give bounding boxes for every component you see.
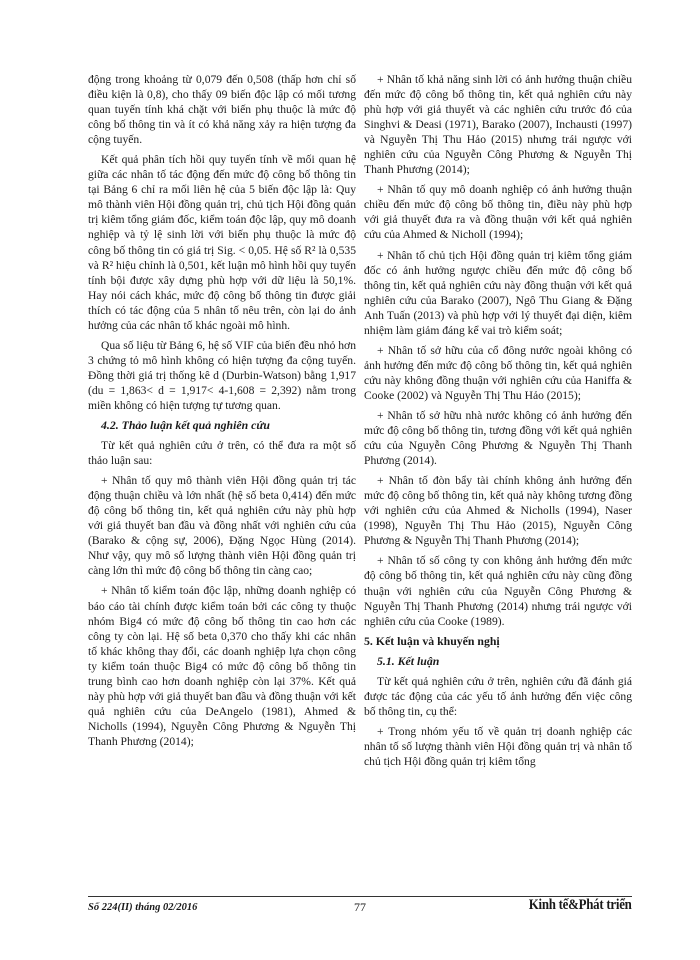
page-footer — [88, 896, 632, 918]
issue-label: Số 224(II) tháng 02/2016 — [88, 902, 198, 913]
paragraph: + Nhân tố quy mô thành viên Hội đồng quản trị tác động thuận chiều và lớn nhất (hệ số beta 0,414) đến mức độ công bố thông tin, kết quả nghiên cứu này phù hợp với giả thuyết ban đầu và đồng nhất với nghiên cứu của (Barako & cộng sự, 2006), Đặng Ngọc Hùng (2014). Như vậy, quy mô số lượng thành viên Hội đồng quản trị càng lớn thì mức độ công bố thông tin càng cao; — [88, 474, 356, 578]
paragraph: + Nhân tố đòn bẩy tài chính không ảnh hưởng đến mức độ công bố thông tin, kết quả này không tương đồng với nghiên cứu của Ahmed & Nicholls (1994), Naser (1998), Nguyễn Thị Thu Hảo (2015), Nguyễn Công Phương & Nguyễn Thị Thanh Phương (2014); — [364, 474, 632, 548]
paragraph: + Nhân tố chủ tịch Hội đồng quản trị kiêm tổng giám đốc có ảnh hưởng ngược chiều đến mức độ công bố thông tin, kết quả nghiên cứu này đồng thuận với kết quả nghiên cứu của Barako (2007), Ngô Thu Giang & Đặng Anh Tuấn (2013) và phù hợp với lý thuyết đại diện, kiêm nhiệm làm giảm đáng kể vai trò kiểm soát; — [364, 248, 632, 337]
paragraph: Qua số liệu từ Bảng 6, hệ số VIF của biến đều nhỏ hơn 3 chứng tỏ mô hình không có hiện tượng đa cộng tuyến. Đồng thời giá trị thống kê d (Durbin-Watson) bằng 1,917 (du = 1,863< d = 1,917< 4-1,608 = 2,392) nằm trong miền không có hiện tượng tự tương quan. — [88, 338, 356, 412]
right-column — [364, 72, 632, 774]
paragraph: + Nhân tố kiểm toán độc lập, những doanh nghiệp có báo cáo tài chính được kiểm toán bởi các công ty thuộc nhóm Big4 có mức độ công bố thông tin cao hơn các công ty còn lại. Hệ số beta 0,370 cho thấy khi các nhân tố khác không thay đổi, các doanh nghiệp lựa chọn công ty kiểm toán thuộc Big4 có mức độ công bố thông tin trung bình cao hơn doanh nghiệp còn lại 37%. Kết quả này phù hợp với giả thuyết ban đầu và đồng thuận với kết quả nghiên cứu của DeAngelo (1981), Ahmed & Nicholls (1994), Nguyễn Công Phương & Nguyễn Thị Thanh Phương (2014); — [88, 584, 356, 748]
paragraph: động trong khoảng từ 0,079 đến 0,508 (thấp hơn chỉ số điều kiện là 0,8), cho thấy 09 biến độc lập có mối tương quan tuyến tính khá chặt với biến phụ thuộc là mức độ công bố thông tin và ít có khả năng xảy ra hiện tượng đa cộng tuyến. — [88, 73, 356, 147]
left-column — [88, 72, 356, 754]
paragraph: + Nhân tố số công ty con không ảnh hưởng đến mức độ công bố thông tin, kết quả nghiên cứu này cũng đồng thuận với nghiên cứu của Nguyễn Công Phương & Nguyễn Thị Thanh Phương (2014) nhưng trái ngược với nghiên cứu của Cooke (1989). — [364, 554, 632, 628]
journal-logo: Kinh tế&Phát triển — [529, 897, 632, 913]
section-heading-5-1: 5.1. Kết luận — [377, 653, 440, 668]
paragraph: + Nhân tố khả năng sinh lời có ảnh hưởng thuận chiều đến mức độ công bố thông tin, kết quả nghiên cứu này phù hợp với giả thuyết và các nghiên cứu trước đó của Singhvi & Deasi (1971), Barako (2007), Inchausti (1997) và Nguyễn Thị Thu Hảo (2015) nhưng trái ngược với nghiên cứu của Nguyễn Công Phương & Nguyễn Thị Thanh Phương (2014); — [364, 73, 632, 177]
section-heading-4-2: 4.2. Thảo luận kết quả nghiên cứu — [101, 418, 270, 433]
section-heading-5: 5. Kết luận và khuyến nghị — [364, 633, 500, 648]
paragraph: Từ kết quả nghiên cứu ở trên, có thể đưa ra một số thảo luận sau: — [88, 439, 356, 468]
paragraph: Từ kết quả nghiên cứu ở trên, nghiên cứu đã đánh giá được tác động của các yếu tố ảnh hưởng đến việc công bố thông tin, cụ thể: — [364, 674, 632, 718]
paragraph: + Nhân tố quy mô doanh nghiệp có ảnh hưởng thuận chiều đến mức độ công bố thông tin, điều này phù hợp với giả thuyết đưa ra và đồng thuận với kết quả nghiên cứu của Ahmed & Nicholl (1994); — [364, 183, 632, 242]
paragraph: Kết quả phân tích hồi quy tuyến tính về mối quan hệ giữa các nhân tố tác động đến mức độ công bố thông tin tại Bảng 6 chỉ ra mối liên hệ của 5 biến độc lập là: Quy mô thành viên Hội đồng quản trị, chủ tịch Hội đồng quản trị kiêm tổng giám đốc, kiểm toán độc lập, quy mô doanh nghiệp và tỷ lệ sinh lời với biến phụ thuộc là mức độ công bố thông tin có giá trị Sig. < 0,05. Hệ số R² là 0,535 và R² hiệu chỉnh là 0,501, kết luận mô hình hồi quy tuyến tính bội được xây dựng phù hợp với dữ liệu là 50,1%. Hay nói cách khác, mức độ công bố thông tin được giải thích có tác động của 5 nhân tố nêu trên, còn lại do ảnh hưởng của các nhân tố khác ngoài mô hình. — [88, 153, 356, 332]
paragraph: + Nhân tố sở hữu của cổ đông nước ngoài không có ảnh hưởng đến mức độ công bố thông tin, kết quả nghiên cứu này không đồng thuận với nghiên cứu của Haniffa & Cooke (2002) và Nguyễn Thị Thu Hảo (2015); — [364, 343, 632, 402]
page-number: 77 — [354, 900, 366, 914]
paragraph: + Nhân tố sở hữu nhà nước không có ảnh hưởng đến mức độ công bố thông tin, tương đồng với kết quả nghiên cứu của Nguyễn Công Phương & Nguyễn Thị Thanh Phương (2014). — [364, 408, 632, 468]
paragraph: + Trong nhóm yếu tố về quản trị doanh nghiệp các nhân tố số lượng thành viên Hội đồng quản trị và nhân tố chủ tịch Hội đồng quản trị kiêm tổng — [364, 724, 632, 768]
